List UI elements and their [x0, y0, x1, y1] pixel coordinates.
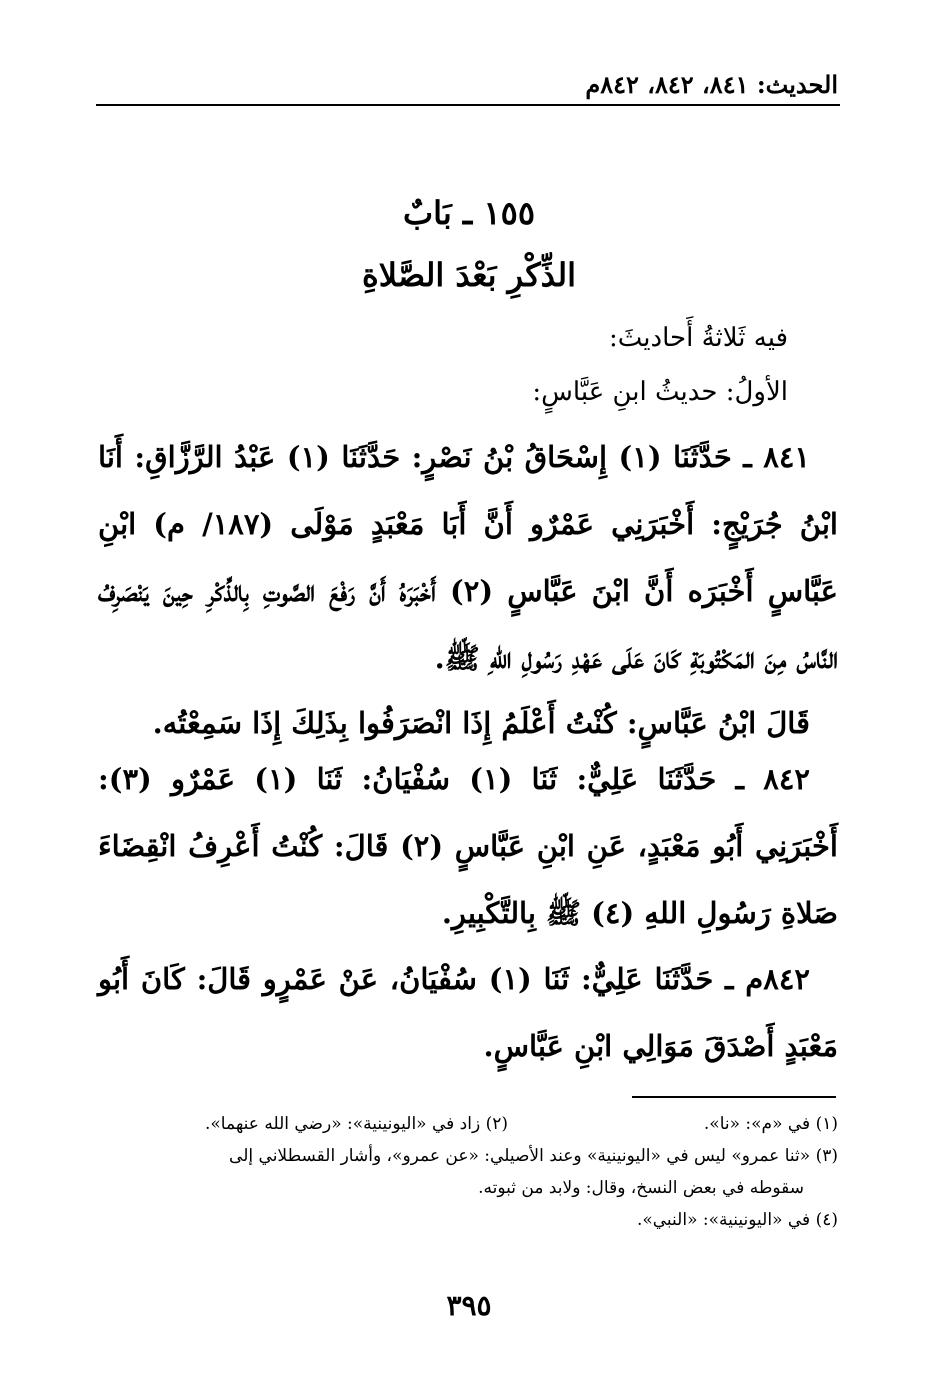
header-rule: [96, 104, 840, 106]
chapter-number: ١٥٥ ـ بَابٌ: [403, 194, 535, 232]
footnote-3-line-2: سقوطه في بعض النسخ، وقال: ولابد من ثبوته.: [478, 1178, 804, 1198]
running-header: الحديث: ٨٤١، ٨٤٢، ٨٤٢م: [585, 70, 838, 99]
footnote-rule: [632, 1096, 836, 1098]
hadith-841-ibn-abbas-quote: قَالَ ابْنُ عَبَّاسٍ: كُنْتُ أَعْلَمُ إِذَا انْصَرَفُوا بِذَلِكَ إِذَا سَمِعْتُه.: [152, 706, 810, 740]
page-number: ٣٩٥: [446, 1289, 492, 1322]
hadith-842: ٨٤٢ ـ حَدَّثَنَا عَلِيٌّ: ثَنَا (١) سُفْيَانُ: ثَنَا (١) عَمْرٌو (٣): أَخْبَرَنِي أَبُو مَعْبَدٍ، عَنِ ابْنِ عَبَّاسٍ (٢) قَالَ: كُنْتُ أَعْرِفُ انْقِضَاءَ صَلاةِ رَسُولِ اللهِ (٤) ﷺ بِالتَّكْبِيرِ.: [98, 762, 838, 930]
hadith-842m: ٨٤٢م ـ حَدَّثَنَا عَلِيٌّ: ثَنَا (١) سُفْيَانُ، عَنْ عَمْرٍو قَالَ: كَانَ أَبُو مَعْبَدٍ أَصْدَقَ مَوَالِي ابْنِ عَبَّاسٍ.: [98, 962, 838, 1063]
footnote-row-1: [98, 1108, 838, 1140]
footnotes: [98, 1108, 838, 1236]
intro-line-2: الأولُ: حديثُ ابنِ عَبَّاسٍ:: [532, 377, 788, 407]
footnote-2: (٢) زاد في «اليونينية»: «رضي الله عنهما».: [205, 1114, 508, 1134]
intro-line-1: فيه ثَلاثةُ أَحاديثَ:: [609, 323, 788, 353]
footnote-1: (١) في «م»: «نا».: [703, 1114, 838, 1134]
hadith-841: ٨٤١ ـ حَدَّثَنَا (١) إِسْحَاقُ بْنُ نَصْرٍ: حَدَّثَنَا (١) عَبْدُ الرَّزَّاقِ: أَنَا ابْنُ جُرَيْجٍ: أَخْبَرَنِي عَمْرٌو أَنَّ أَبَا مَعْبَدٍ مَوْلَى (١٨٧/ م) ابْنِ عَبَّاسٍ أَخْبَرَه أَنَّ ابْنَ عَبَّاسٍ (٢) أَخْبَرَهُ أَنَّ رَفْعَ الصَّوتِ بِالذِّكْرِ حِينَ يَنْصَرِفُ النَّاسُ مِنَ المَكْتُوبَةِ كَانَ عَلَى عَهْدِ رَسُولِ اللهِ ﷺ.: [98, 440, 838, 675]
chapter-title: الذِّكْرِ بَعْدَ الصَّلاةِ: [362, 256, 576, 294]
footnote-4: (٤) في «اليونينية»: «النبي».: [636, 1210, 838, 1230]
footnote-3-line-1: (٣) «ثنا عمرو» ليس في «اليونينية» وعند الأصيلي: «عن عمرو»، وأشار القسطلاني إلى: [229, 1146, 838, 1166]
